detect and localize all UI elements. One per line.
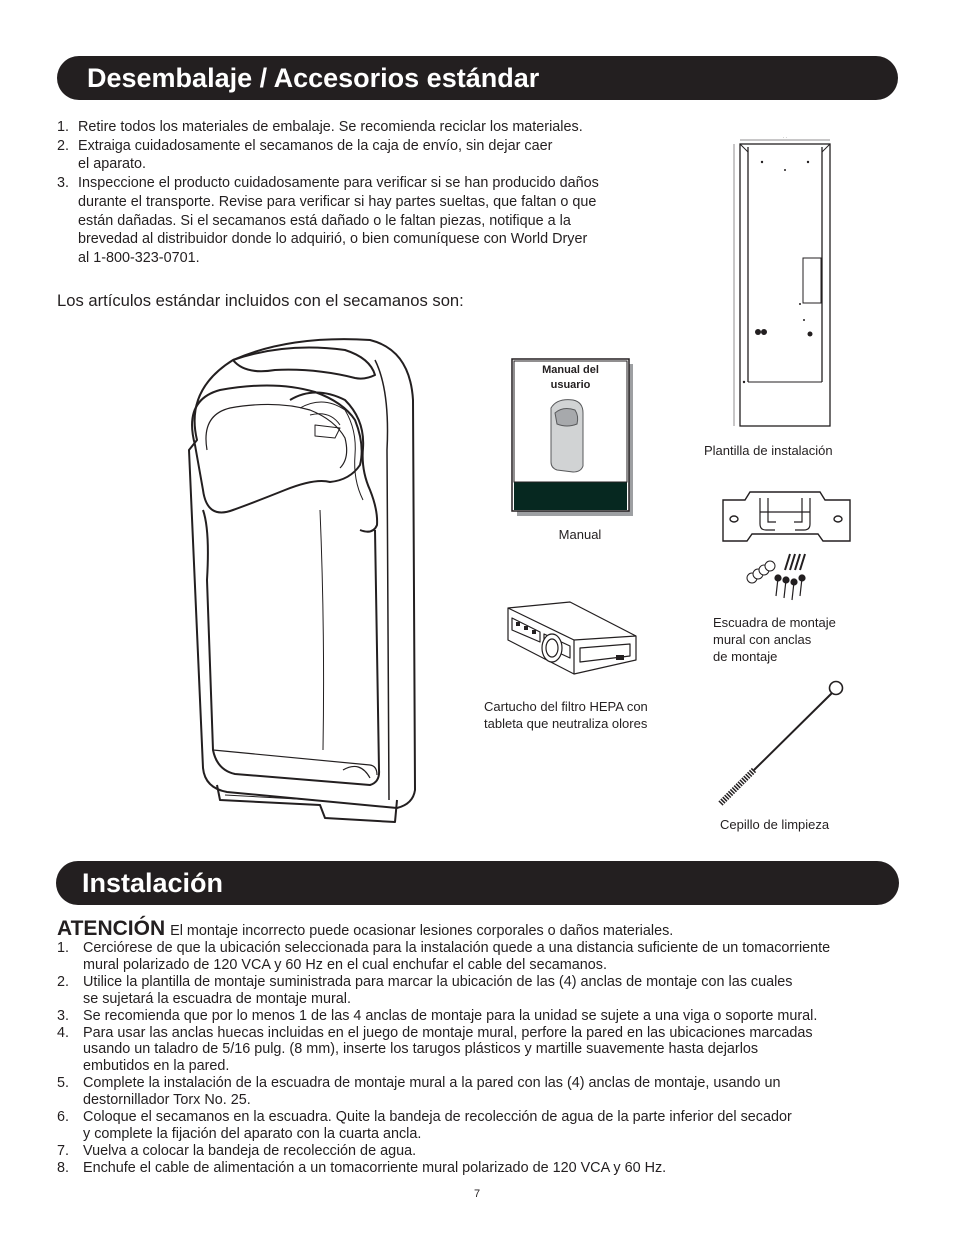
manual-cover-title: Manual del usuario [542, 364, 599, 391]
installation-steps-list [57, 940, 897, 1177]
list-item: 1. Cerciórese de que la ubicación seleccionada para la instalación quede a una distancia suficiente de un tomacorriente mural polarizado de 120 VCA y 60 Hz en el cual enchufar el cable del secamanos. [57, 940, 831, 973]
list-item: 8. Enchufe el cable de alimentación a un tomacorriente mural polarizado de 120 VCA y 60 Hz. [57, 1159, 667, 1176]
section-title-unpacking: Desembalaje / Accesorios estándar [87, 63, 540, 93]
mounting-bracket-illustration [720, 486, 860, 606]
list-item: 3. Se recomienda que por lo menos 1 de las 4 anclas de montaje para la unidad se sujete a una viga o soporte mural. [57, 1007, 818, 1024]
manual-caption: Manual [558, 527, 602, 542]
section-banner-unpacking [57, 56, 898, 100]
filter-caption: Cartucho del filtro HEPA con tableta que neutraliza olores [484, 699, 648, 731]
list-item: 2. Utilice la plantilla de montaje suministrada para marcar la ubicación de las (4) anclas de montaje con las cuales se sujetará la escuadra de montaje mural. [57, 973, 793, 1007]
bracket-caption: Escuadra de montaje mural con anclas de montaje [713, 615, 836, 664]
installation-template-illustration [730, 132, 840, 432]
page-number: 7 [473, 1188, 481, 1200]
section-title-installation: Instalación [82, 868, 224, 898]
list-item: 6. Coloque el secamanos en la escuadra. Quite la bandeja de recolección de agua de la parte inferior del secador y complete la fijación del aparato con la cuarta ancla. [57, 1109, 792, 1142]
attention-label: ATENCIÓN [57, 917, 166, 940]
list-item: 2. Extraiga cuidadosamente el secamanos de la caja de envío, sin dejar caer el aparato. [57, 137, 553, 173]
svg-text:· ·: · · [783, 135, 787, 140]
template-caption: Plantilla de instalación [704, 443, 833, 458]
brush-caption: Cepillo de limpieza [720, 817, 830, 832]
section-banner-installation [56, 861, 899, 905]
list-item: 1. Retire todos los materiales de embalaje. Se recomienda reciclar los materiales. [57, 119, 583, 135]
list-item: 7. Vuelva a colocar la bandeja de recolección de agua. [57, 1142, 417, 1159]
list-item: 4. Para usar las anclas huecas incluidas en el juego de montaje mural, perfore la pared en las ubicaciones marcadas usando un taladro de 5/16 pulg. (8 mm), inserte los tarugos plásticos y martille suavemente hasta dejarlos embutidos en la pared. [57, 1024, 813, 1075]
hepa-filter-illustration [500, 600, 640, 680]
unpacking-steps-list [57, 118, 657, 268]
attention-text: El montaje incorrecto puede ocasionar lesiones corporales o daños materiales. [170, 923, 674, 939]
included-items-intro: Los artículos estándar incluidos con el secamanos son: [57, 291, 464, 310]
attention-warning [57, 917, 673, 941]
hand-dryer-illustration [165, 330, 425, 825]
list-item: 5. Complete la instalación de la escuadra de montaje mural a la pared con las (4) anclas de montaje, usando un destornillador Torx No. 25. [57, 1075, 781, 1109]
list-item: 3. Inspeccione el producto cuidadosamente para verificar si se han producido daños durante el transporte. Revise para verificar si hay partes sueltas, que faltan o que están dañadas. Si el secamanos está dañado o le faltan piezas, notifique a la brevedad al distribuidor donde lo adquirió, o bien comuníquese con World Dryer al 1-800-323-0701. [57, 175, 599, 266]
cleaning-brush-illustration [714, 678, 849, 810]
